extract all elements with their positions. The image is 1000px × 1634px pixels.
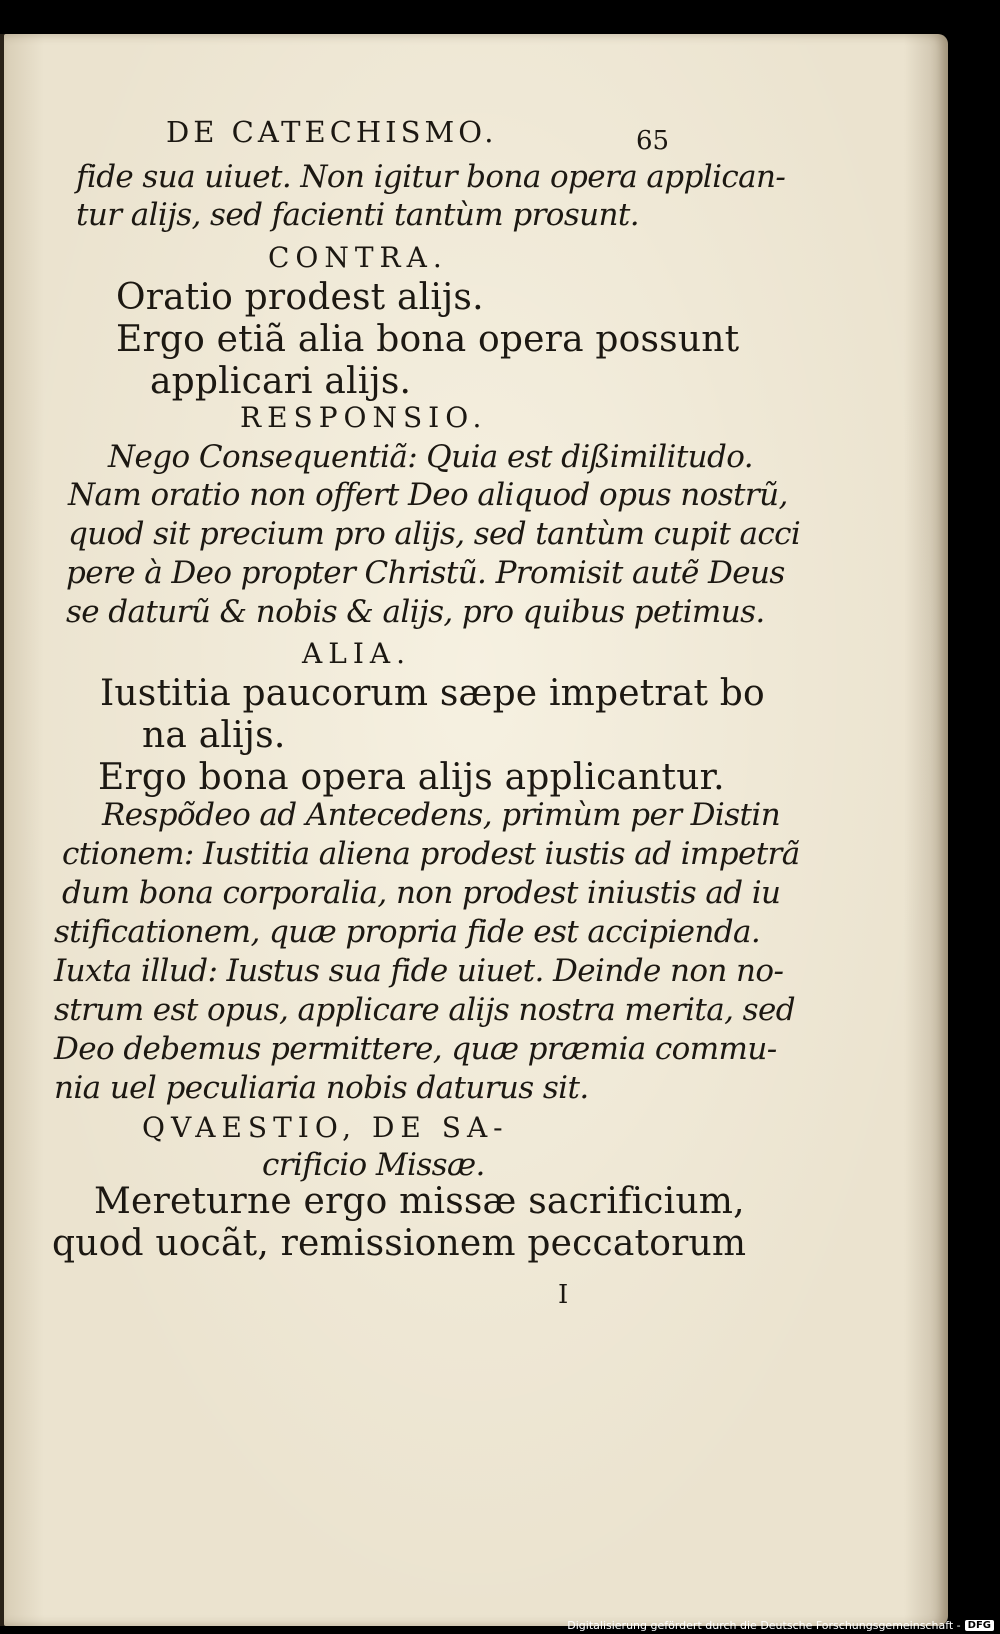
- text-line-14: Iustitia paucorum sæpe impetrat bo: [100, 673, 765, 714]
- text-line-27: Mereturne ergo missæ sacrificium,: [94, 1181, 745, 1222]
- text-line-5: Ergo etiã alia bona opera possunt: [116, 319, 740, 360]
- footer-credit: [567, 1619, 994, 1632]
- text-line-10: quod sit precium pro alijs, sed tantùm cupit acci: [68, 516, 801, 552]
- heading-quaestio: QVAESTIO, DE SA-: [142, 1111, 509, 1144]
- catchword: I: [558, 1280, 569, 1310]
- text-line-8: Nego Consequentiã: Quia est dißimilitudo.: [108, 439, 754, 475]
- running-head-title: DE CATECHISMO.: [166, 115, 498, 149]
- text-line-22: strum est opus, applicare alijs nostra merita, sed: [54, 992, 795, 1028]
- text-line-17: Respõdeo ad Antecedens, primùm per Distin: [102, 797, 781, 833]
- text-line-20: stificationem, quæ propria fide est accipienda.: [54, 914, 761, 950]
- page-text: [4, 34, 948, 1626]
- text-line-1: fide sua uiuet. Non igitur bona opera applican-: [76, 159, 786, 195]
- text-line-11: pere à Deo propter Christũ. Promisit autẽ Deus: [66, 555, 785, 591]
- text-line-6: applicari alijs.: [150, 361, 412, 402]
- text-line-19: dum bona corporalia, non prodest iniustis ad iu: [62, 875, 781, 911]
- heading-responsio: RESPONSIO.: [240, 401, 488, 434]
- heading-contra: CONTRA.: [268, 241, 448, 274]
- text-line-4: Oratio prodest alijs.: [116, 277, 484, 318]
- text-line-24: nia uel peculiaria nobis daturus sit.: [54, 1070, 589, 1106]
- footer-text: Digitalisierung gefördert durch die Deutsche Forschungsgemeinschaft -: [567, 1619, 961, 1632]
- text-line-16: Ergo bona opera alijs applicantur.: [98, 757, 725, 798]
- text-line-2: tur alijs, sed facienti tantùm prosunt.: [76, 197, 640, 233]
- heading-quaestio-continued: crificio Missæ.: [262, 1147, 485, 1183]
- page-number: 65: [636, 126, 670, 156]
- text-line-18: ctionem: Iustitia aliena prodest iustis ad impetrã: [62, 836, 800, 872]
- text-line-23: Deo debemus permittere, quæ præmia commu-: [54, 1031, 777, 1067]
- dfg-logo: DFG: [965, 1620, 994, 1631]
- text-line-21: Iuxta illud: Iustus sua fide uiuet. Deinde non no-: [54, 953, 784, 989]
- text-line-12: se daturũ & nobis & alijs, pro quibus petimus.: [66, 594, 765, 630]
- text-line-15: na alijs.: [142, 715, 286, 756]
- text-line-9: Nam oratio non offert Deo aliquod opus nostrũ,: [68, 477, 788, 513]
- heading-alia: ALIA.: [302, 637, 411, 670]
- book-page: [4, 34, 948, 1626]
- text-line-28: quod uocãt, remissionem peccatorum: [52, 1223, 747, 1264]
